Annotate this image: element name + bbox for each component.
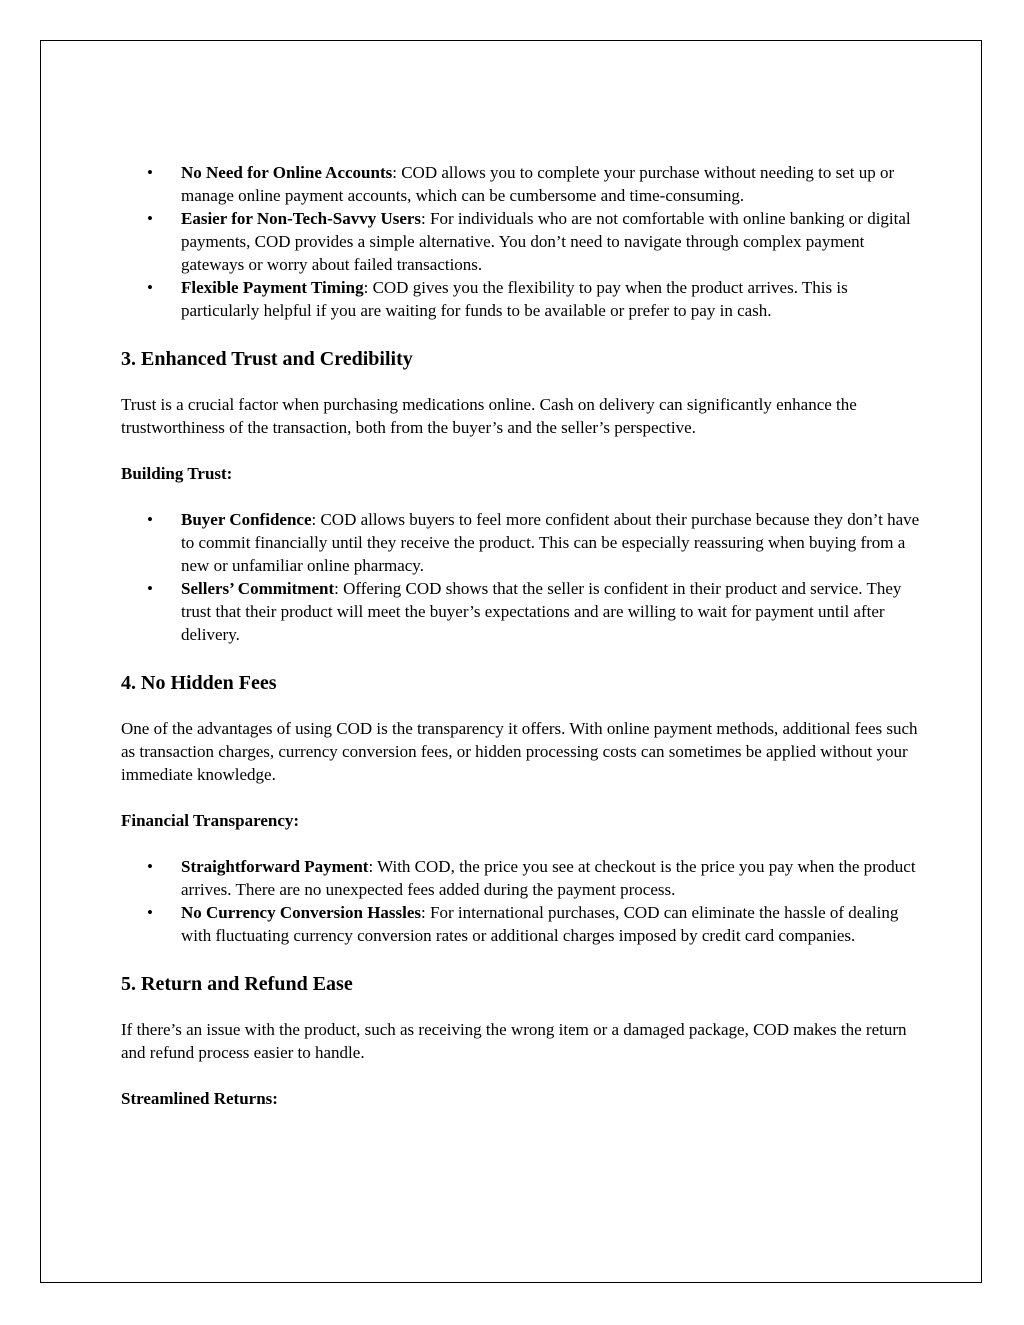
bullet-icon: • [147,278,153,297]
subheading-financial-transparency: Financial Transparency: [121,811,300,830]
fees-bullet-list [121,855,921,947]
section-paragraph-fees: One of the advantages of using COD is the transparency it offers. With online payment methods, additional fees such as transaction charges, currency conversion fees, or hidden processing costs can sometimes be applied without your immediate knowledge. [121,719,918,784]
bullet-icon: • [147,857,153,876]
bullet-icon: • [147,209,153,228]
list-item [121,207,921,276]
document-content [121,161,921,1110]
list-item-term: Straightforward Payment [181,857,369,876]
list-item-text: : For international purchases, COD can eliminate the hassle of dealing with fluctuating currency conversion rates or additional charges imposed by credit card companies. [181,903,899,945]
subheading-streamlined-returns: Streamlined Returns: [121,1089,278,1108]
list-item [121,161,921,207]
list-item-term: Easier for Non-Tech-Savvy Users [181,209,422,228]
section-paragraph-returns: If there’s an issue with the product, such as receiving the wrong item or a damaged package, COD makes the return and refund process easier to handle. [121,1020,907,1062]
section-heading-trust: 3. Enhanced Trust and Credibility [121,348,413,370]
bullet-icon: • [147,510,153,529]
section-paragraph-trust: Trust is a crucial factor when purchasing medications online. Cash on delivery can significantly enhance the trustworthiness of the transaction, both from the buyer’s and the seller’s perspective. [121,395,857,437]
list-item-text: : COD gives you the flexibility to pay when the product arrives. This is particularly helpful if you are waiting for funds to be available or prefer to pay in cash. [181,278,848,320]
list-item-term: Flexible Payment Timing [181,278,364,297]
list-item-term: No Currency Conversion Hassles [181,903,422,922]
list-item [121,577,921,646]
bullet-icon: • [147,903,153,922]
list-item-text: : Offering COD shows that the seller is confident in their product and service. They trust that their product will meet the buyer’s expectations and are willing to wait for payment until after delivery. [181,579,902,644]
list-item-text: : COD allows buyers to feel more confident about their purchase because they don’t have to commit financially until they receive the product. This can be especially reassuring when buying from a new or unfamiliar online pharmacy. [181,510,920,575]
document-page [40,40,982,1283]
list-item-text: : With COD, the price you see at checkout is the price you pay when the product arrives. There are no unexpected fees added during the payment process. [181,857,916,899]
trust-bullet-list [121,508,921,646]
list-item-text: : For individuals who are not comfortable with online banking or digital payments, COD provides a simple alternative. You don’t need to navigate through complex payment gateways or worry about failed transactions. [181,209,911,274]
list-item-term: Sellers’ Commitment [181,579,335,598]
bullet-icon: • [147,579,153,598]
intro-bullet-list [121,161,921,322]
list-item-term: Buyer Confidence [181,510,312,529]
section-heading-fees: 4. No Hidden Fees [121,672,277,694]
list-item-term: No Need for Online Accounts [181,163,393,182]
bullet-icon: • [147,163,153,182]
list-item [121,508,921,577]
list-item-text: : COD allows you to complete your purchase without needing to set up or manage online payment accounts, which can be cumbersome and time-consuming. [181,163,895,205]
subheading-building-trust: Building Trust: [121,464,233,483]
list-item [121,901,921,947]
list-item [121,855,921,901]
list-item [121,276,921,322]
section-heading-returns: 5. Return and Refund Ease [121,973,353,995]
